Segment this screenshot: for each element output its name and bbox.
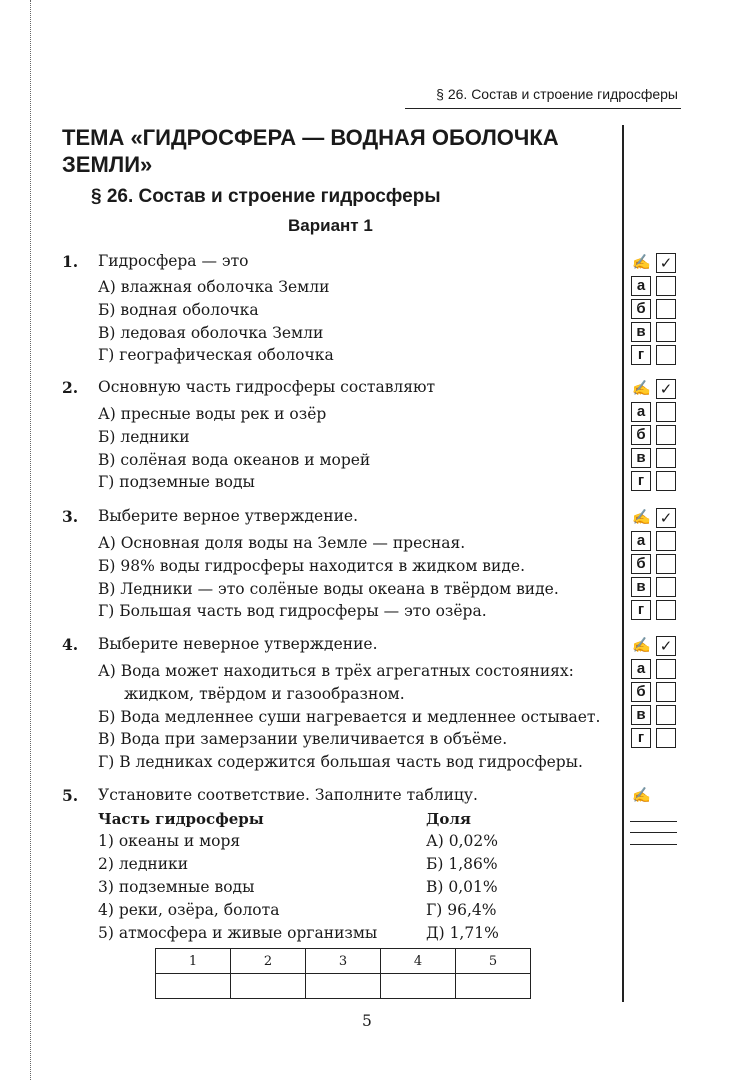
- answer-option: А) Основная доля воды на Земле — пресная.: [98, 534, 466, 552]
- answer-option: А) Вода может находиться в трёх агрегатных состояниях:: [98, 662, 574, 680]
- question-text: Основную часть гидросферы составляют: [98, 378, 436, 396]
- pen-icon: ✍: [632, 508, 651, 526]
- answer-letter-3: г: [631, 345, 651, 365]
- answer-checkbox[interactable]: [656, 276, 676, 296]
- answer-option: В) Ледники — это солёные воды океана в твёрдом виде.: [98, 579, 559, 598]
- q5-share: Г) 96,4%: [426, 901, 497, 919]
- table-header-cell: 4: [381, 949, 456, 974]
- question-number: 3.: [62, 507, 79, 526]
- answer-checkbox[interactable]: [656, 471, 676, 491]
- q5-item: 2) ледники: [98, 855, 189, 873]
- answer-checkbox[interactable]: [656, 705, 676, 725]
- question-text: Гидросфера — это: [98, 252, 249, 270]
- question-number: 4.: [62, 635, 79, 654]
- answer-option: Г) географическая оболочка: [98, 346, 334, 365]
- pen-icon: ✍: [632, 636, 651, 654]
- answer-checkbox[interactable]: [656, 299, 676, 319]
- table-header-cell: 2: [231, 949, 306, 974]
- answer-letter-1: б: [631, 554, 651, 574]
- answer-checkbox[interactable]: [656, 448, 676, 468]
- answer-option: А) пресные воды рек и озёр: [98, 405, 327, 423]
- answer-letter-3: г: [631, 600, 651, 620]
- answer-checkbox[interactable]: [656, 659, 676, 679]
- answer-option: Б) 98% воды гидросферы находится в жидком виде.: [98, 556, 525, 575]
- table-header-cell: 1: [156, 949, 231, 974]
- pen-icon: ✍: [632, 786, 651, 804]
- answer-checkbox[interactable]: [656, 577, 676, 597]
- answer-option: Б) ледники: [98, 427, 190, 446]
- answer-checkbox[interactable]: [656, 531, 676, 551]
- answer-line[interactable]: [630, 821, 677, 822]
- answer-checkbox[interactable]: [656, 322, 676, 342]
- answer-checkbox[interactable]: [656, 728, 676, 748]
- answer-option: жидком, твёрдом и газообразном.: [124, 684, 405, 703]
- check-box: ✓: [656, 379, 676, 399]
- q5-item: 3) подземные воды: [98, 878, 255, 896]
- answer-letter-0: а: [631, 531, 651, 551]
- answer-letter-3: г: [631, 471, 651, 491]
- answer-option: В) Вода при замерзании увеличивается в объёме.: [98, 730, 508, 749]
- pen-icon: ✍: [632, 253, 651, 271]
- cut-line: [30, 0, 31, 1080]
- variant-label: Вариант 1: [288, 216, 373, 235]
- answer-option: Г) подземные воды: [98, 473, 255, 492]
- q5-number: 5.: [62, 786, 79, 805]
- q5-item: 5) атмосфера и живые организмы: [98, 924, 378, 942]
- topic-title-line1: ТЕМА «ГИДРОСФЕРА — ВОДНАЯ ОБОЛОЧКА: [62, 125, 559, 150]
- q5-share: А) 0,02%: [426, 832, 498, 850]
- question-text: Выберите неверное утверждение.: [98, 635, 378, 653]
- answer-letter-2: в: [631, 448, 651, 468]
- q5-item: 1) океаны и моря: [98, 832, 241, 850]
- pen-icon: ✍: [632, 379, 651, 397]
- answer-cell[interactable]: [156, 974, 231, 999]
- answer-letter-0: а: [631, 402, 651, 422]
- running-header: § 26. Состав и строение гидросферы: [436, 86, 678, 102]
- answer-checkbox[interactable]: [656, 402, 676, 422]
- answer-option: Г) В ледниках содержится большая часть вод гидросферы.: [98, 753, 583, 772]
- answer-letter-3: г: [631, 728, 651, 748]
- page-number: 5: [362, 1012, 372, 1030]
- question-number: 2.: [62, 378, 79, 397]
- answer-letter-2: в: [631, 705, 651, 725]
- answer-letter-1: б: [631, 425, 651, 445]
- answer-cell[interactable]: [306, 974, 381, 999]
- answer-letter-1: б: [631, 299, 651, 319]
- answer-checkbox[interactable]: [656, 554, 676, 574]
- table-header-cell: 5: [456, 949, 531, 974]
- answer-table: [155, 948, 531, 999]
- q5-col-right: Доля: [426, 810, 471, 828]
- q5-text: Установите соответствие. Заполните таблицу.: [98, 786, 478, 804]
- answer-checkbox[interactable]: [656, 682, 676, 702]
- answer-cell[interactable]: [231, 974, 306, 999]
- answer-line[interactable]: [630, 844, 677, 845]
- header-rule: [405, 108, 681, 109]
- answer-letter-1: б: [631, 682, 651, 702]
- answer-checkbox[interactable]: [656, 425, 676, 445]
- answer-checkbox[interactable]: [656, 600, 676, 620]
- answer-letter-0: а: [631, 659, 651, 679]
- answer-letter-2: в: [631, 577, 651, 597]
- section-title: § 26. Состав и строение гидросферы: [91, 186, 441, 207]
- answer-letter-2: в: [631, 322, 651, 342]
- answer-line[interactable]: [630, 832, 677, 833]
- margin-rule: [622, 125, 624, 1002]
- question-text: Выберите верное утверждение.: [98, 507, 358, 525]
- check-box: ✓: [656, 253, 676, 273]
- topic-title-line2: ЗЕМЛИ»: [62, 152, 153, 177]
- check-box: ✓: [656, 636, 676, 656]
- answer-option: Б) водная оболочка: [98, 300, 259, 319]
- answer-letter-0: а: [631, 276, 651, 296]
- answer-option: Г) Большая часть вод гидросферы — это озёра.: [98, 602, 487, 621]
- q5-share: В) 0,01%: [426, 878, 498, 896]
- answer-checkbox[interactable]: [656, 345, 676, 365]
- q5-share: Д) 1,71%: [426, 924, 499, 942]
- q5-item: 4) реки, озёра, болота: [98, 901, 280, 919]
- answer-cell[interactable]: [456, 974, 531, 999]
- answer-option: А) влажная оболочка Земли: [98, 278, 330, 296]
- q5-share: Б) 1,86%: [426, 855, 498, 873]
- question-number: 1.: [62, 252, 79, 271]
- q5-col-left: Часть гидросферы: [98, 810, 264, 828]
- answer-cell[interactable]: [381, 974, 456, 999]
- answer-option: В) ледовая оболочка Земли: [98, 323, 324, 342]
- answer-option: В) солёная вода океанов и морей: [98, 450, 371, 469]
- check-box: ✓: [656, 508, 676, 528]
- table-header-cell: 3: [306, 949, 381, 974]
- answer-option: Б) Вода медленнее суши нагревается и медленнее остывает.: [98, 707, 601, 726]
